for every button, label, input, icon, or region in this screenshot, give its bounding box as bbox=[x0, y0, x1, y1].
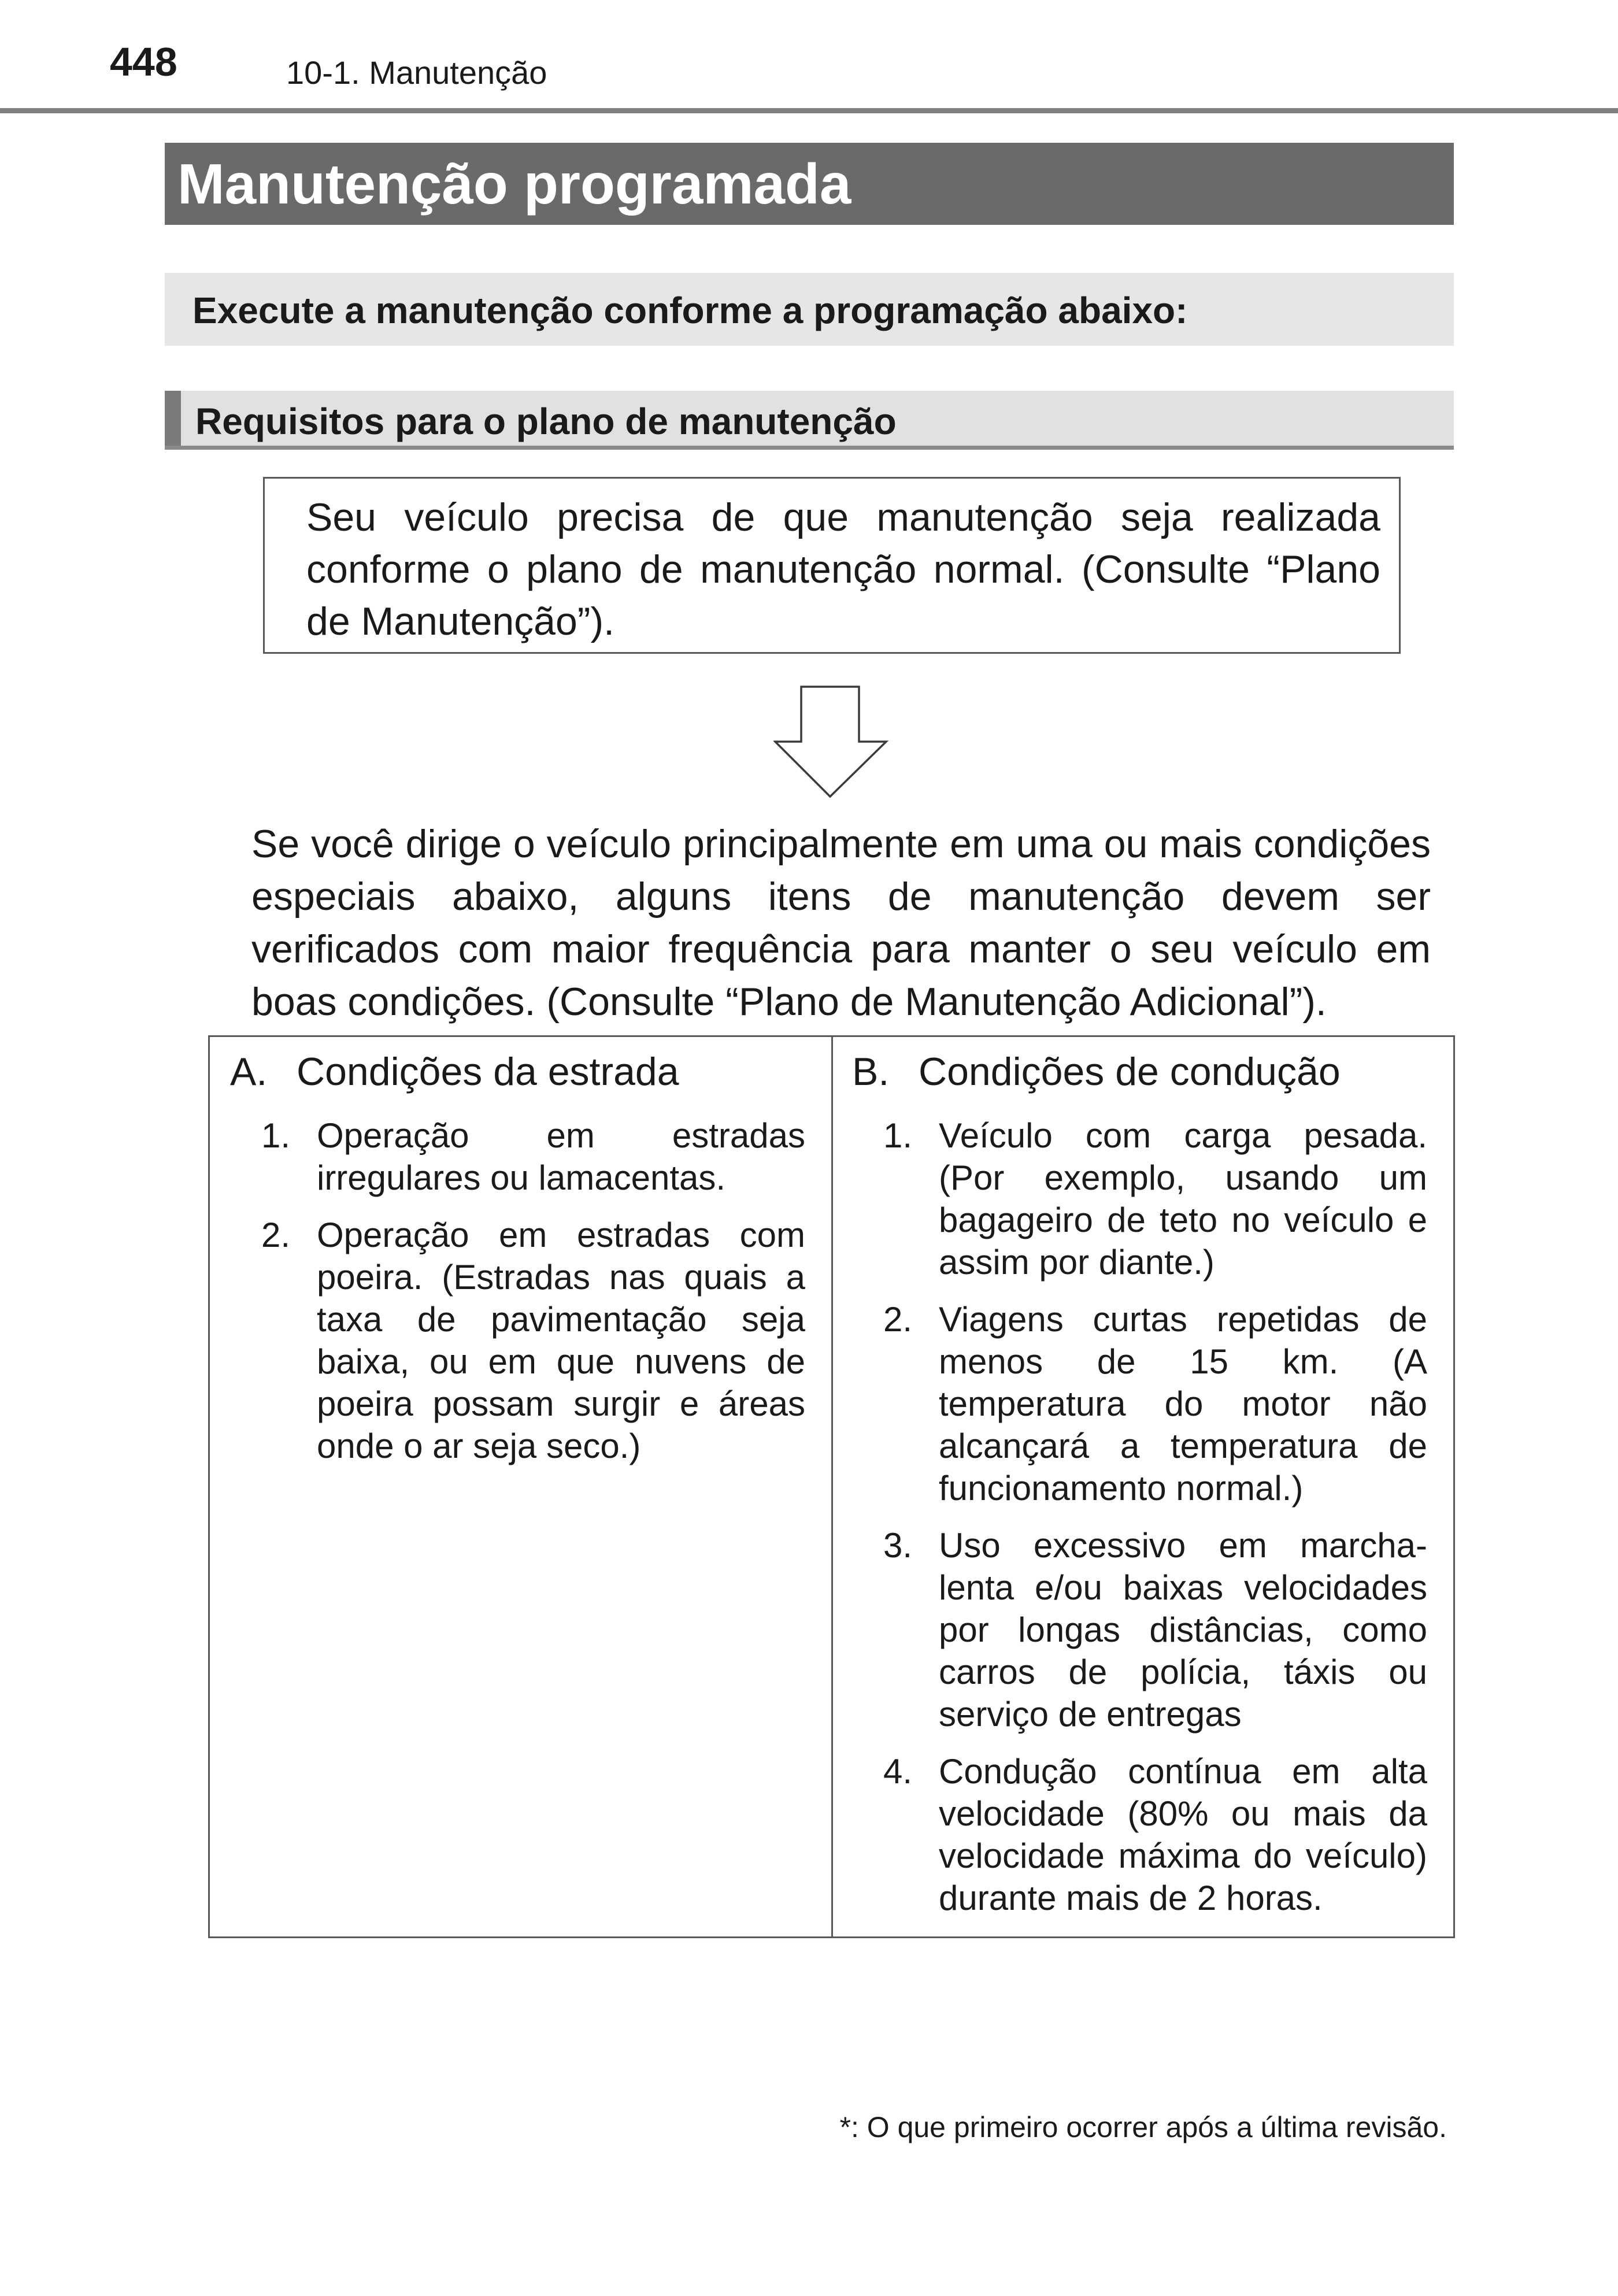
header-divider bbox=[0, 108, 1618, 113]
item-number: 1. bbox=[261, 1116, 291, 1155]
item-number: 4. bbox=[883, 1752, 913, 1791]
item-number: 3. bbox=[883, 1526, 913, 1565]
column-title: Condições da estrada bbox=[297, 1050, 679, 1094]
item-text: Veículo com carga pesada. (Por exemplo, usando um bagageiro de teto no veículo e assim por diante.) bbox=[939, 1116, 1427, 1282]
conditions-text: Se você dirige o veículo principalmente em uma ou mais condições especiais abaixo, alguns itens de manutenção devem ser verificados com maior frequência para manter o seu veículo em boas condições. (Consulte “Plano de Manutenção Adicional”). bbox=[251, 822, 1431, 1024]
column-letter: B. bbox=[852, 1050, 890, 1094]
item-number: 1. bbox=[883, 1116, 913, 1155]
subheading: Requisitos para o plano de manutenção bbox=[195, 401, 897, 442]
column-letter: A. bbox=[230, 1050, 268, 1094]
item-text: Operação em estradas com poeira. (Estradas nas quais a taxa de pavimentação seja baixa, ou em que nuvens de poeira possam surgir e áreas onde o ar seja seco.) bbox=[317, 1216, 805, 1465]
list-item bbox=[852, 1750, 1436, 1919]
item-text: Condução contínua em alta velocidade (80% ou mais da velocidade máxima do veículo) durante mais de 2 horas. bbox=[939, 1752, 1427, 1917]
page-title: Manutenção programada bbox=[177, 152, 851, 216]
item-number: 2. bbox=[261, 1216, 291, 1254]
subheading-accent-bar bbox=[165, 391, 181, 446]
requirement-box bbox=[263, 477, 1401, 654]
driving-conditions-column bbox=[852, 1049, 1436, 1934]
intro-text: Execute a manutenção conforme a programação abaixo: bbox=[192, 290, 1188, 331]
section-header: 10-1. Manutenção bbox=[286, 54, 547, 91]
subheading-box bbox=[165, 391, 1454, 450]
item-text: Viagens curtas repetidas de menos de 15 km. (A temperatura do motor não alcançará a temperatura de funcionamento normal.) bbox=[939, 1300, 1427, 1508]
road-conditions-column bbox=[230, 1049, 814, 1482]
item-text: Operação em estradas irregulares ou lamacentas. bbox=[317, 1116, 805, 1197]
column-heading bbox=[230, 1049, 814, 1095]
list-item bbox=[852, 1114, 1436, 1283]
column-heading bbox=[852, 1049, 1436, 1095]
down-arrow-icon bbox=[773, 684, 889, 802]
footnote: *: O que primeiro ocorrer após a última revisão. bbox=[839, 2111, 1447, 2143]
page-number: 448 bbox=[110, 39, 177, 84]
title-banner bbox=[165, 143, 1454, 225]
column-divider bbox=[831, 1037, 833, 1936]
condition-list bbox=[852, 1114, 1436, 1919]
list-item bbox=[852, 1298, 1436, 1509]
requirement-text: Seu veículo precisa de que manutenção seja realizada conforme o plano de manutenção normal. (Consulte “Plano de Manutenção”). bbox=[306, 495, 1380, 643]
column-title: Condições de condução bbox=[919, 1050, 1341, 1094]
conditions-table bbox=[208, 1035, 1455, 1938]
condition-list bbox=[230, 1114, 814, 1467]
item-number: 2. bbox=[883, 1300, 913, 1339]
item-text: Uso excessivo em marcha-lenta e/ou baixas velocidades por longas distâncias, como carros de polícia, táxis ou serviço de entregas bbox=[939, 1526, 1427, 1734]
list-item bbox=[230, 1214, 814, 1467]
list-item bbox=[852, 1524, 1436, 1735]
list-item bbox=[230, 1114, 814, 1199]
intro-box bbox=[165, 273, 1454, 346]
